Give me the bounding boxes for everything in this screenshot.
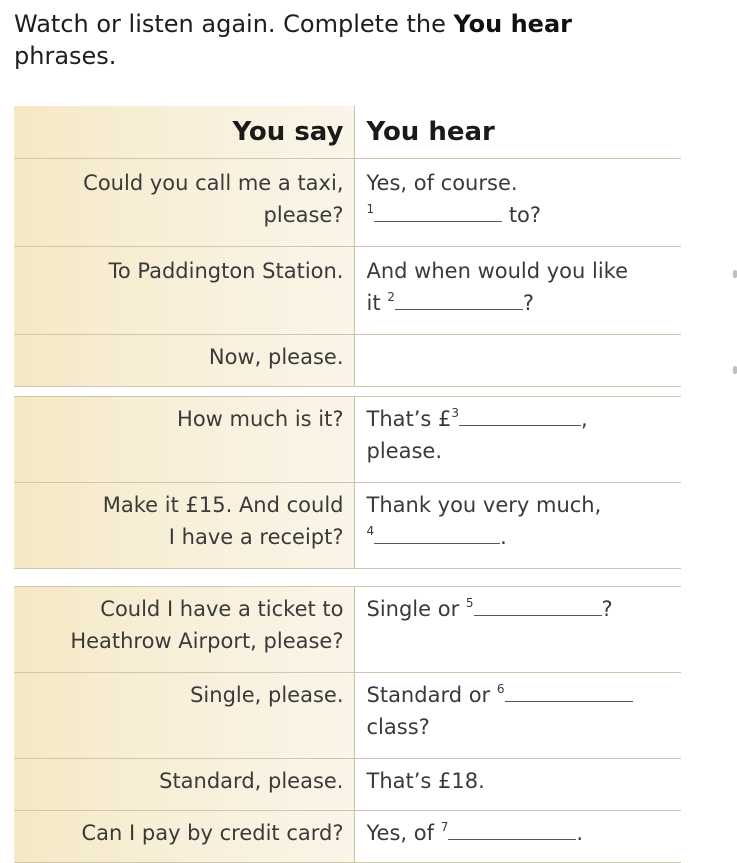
- say-line: please?: [263, 203, 344, 227]
- table-header-row: [14, 106, 681, 159]
- answer-blank-1[interactable]: [374, 199, 502, 222]
- you-say-cell: [14, 483, 354, 569]
- say-line: I have a receipt?: [168, 525, 344, 549]
- instruction-part2: phrases.: [14, 42, 117, 70]
- answer-blank-2[interactable]: [395, 287, 523, 310]
- table-row: [14, 159, 681, 247]
- hear-line: it: [366, 291, 381, 315]
- dialogue-table-taxi: [14, 106, 681, 387]
- hear-line: ,: [581, 407, 588, 431]
- you-hear-cell: [354, 335, 681, 387]
- gap-number: 5: [465, 596, 474, 610]
- table-row: [14, 397, 681, 483]
- you-say-header: You say: [14, 106, 354, 159]
- you-hear-header: You hear: [354, 106, 681, 159]
- you-say-cell: [14, 159, 354, 247]
- you-say-cell: Single, please.: [14, 673, 354, 759]
- hear-line: Yes, of course.: [366, 171, 518, 195]
- gap-number: 6: [496, 682, 505, 696]
- table-row: [14, 335, 681, 387]
- hear-line: class?: [366, 715, 430, 739]
- you-hear-cell: That’s £18.: [354, 759, 681, 811]
- gap-number: 3: [451, 406, 460, 420]
- say-line: Could I have a ticket to: [100, 597, 344, 621]
- dialogue-table-train-ticket: [14, 586, 681, 863]
- you-say-cell: Now, please.: [14, 335, 354, 387]
- say-line: Make it £15. And could: [102, 493, 344, 517]
- answer-blank-3[interactable]: [459, 403, 581, 426]
- you-hear-cell: [354, 483, 681, 569]
- you-say-cell: How much is it?: [14, 397, 354, 483]
- hear-line: Standard or: [366, 683, 491, 707]
- hear-line: ?: [601, 597, 613, 621]
- table-row: [14, 673, 681, 759]
- gap-number: 2: [387, 290, 395, 304]
- table-row: [14, 247, 681, 335]
- page-edge-mark: [733, 366, 737, 374]
- hear-line: ?: [522, 291, 535, 315]
- say-line: Heathrow Airport, please?: [70, 629, 344, 653]
- dialogue-table-payment: [14, 396, 681, 569]
- hear-line: please.: [366, 439, 442, 463]
- answer-blank-4[interactable]: [374, 521, 500, 544]
- say-line: Could you call me a taxi,: [83, 171, 344, 195]
- hear-line: Single or: [366, 597, 460, 621]
- instruction-text: [14, 8, 714, 72]
- answer-blank-7[interactable]: [448, 817, 576, 840]
- you-say-cell: Can I pay by credit card?: [14, 811, 354, 863]
- gap-number: 7: [440, 820, 449, 834]
- hear-line: to?: [508, 203, 542, 227]
- hear-line: That’s £: [366, 407, 452, 431]
- hear-line: .: [500, 525, 507, 549]
- you-hear-cell: [354, 247, 681, 335]
- you-hear-cell: [354, 673, 681, 759]
- hear-line: Yes, of: [366, 821, 434, 845]
- you-say-cell: [14, 587, 354, 673]
- instruction-part1: Watch or listen again. Complete the: [14, 10, 454, 38]
- page-edge-mark: [733, 270, 737, 278]
- instruction-bold: You hear: [453, 10, 572, 38]
- answer-blank-6[interactable]: [505, 679, 633, 702]
- gap-number: 1: [366, 202, 375, 216]
- table-row: [14, 483, 681, 569]
- you-say-cell: To Paddington Station.: [14, 247, 354, 335]
- you-say-cell: Standard, please.: [14, 759, 354, 811]
- gap-number: 4: [366, 524, 375, 538]
- you-hear-cell: [354, 587, 681, 673]
- answer-blank-5[interactable]: [474, 593, 602, 616]
- hear-line: Thank you very much,: [366, 493, 602, 517]
- hear-line: And when would you like: [366, 259, 629, 283]
- table-row: [14, 759, 681, 811]
- hear-line: .: [576, 821, 584, 845]
- you-hear-cell: [354, 397, 681, 483]
- you-hear-cell: [354, 159, 681, 247]
- table-row: [14, 587, 681, 673]
